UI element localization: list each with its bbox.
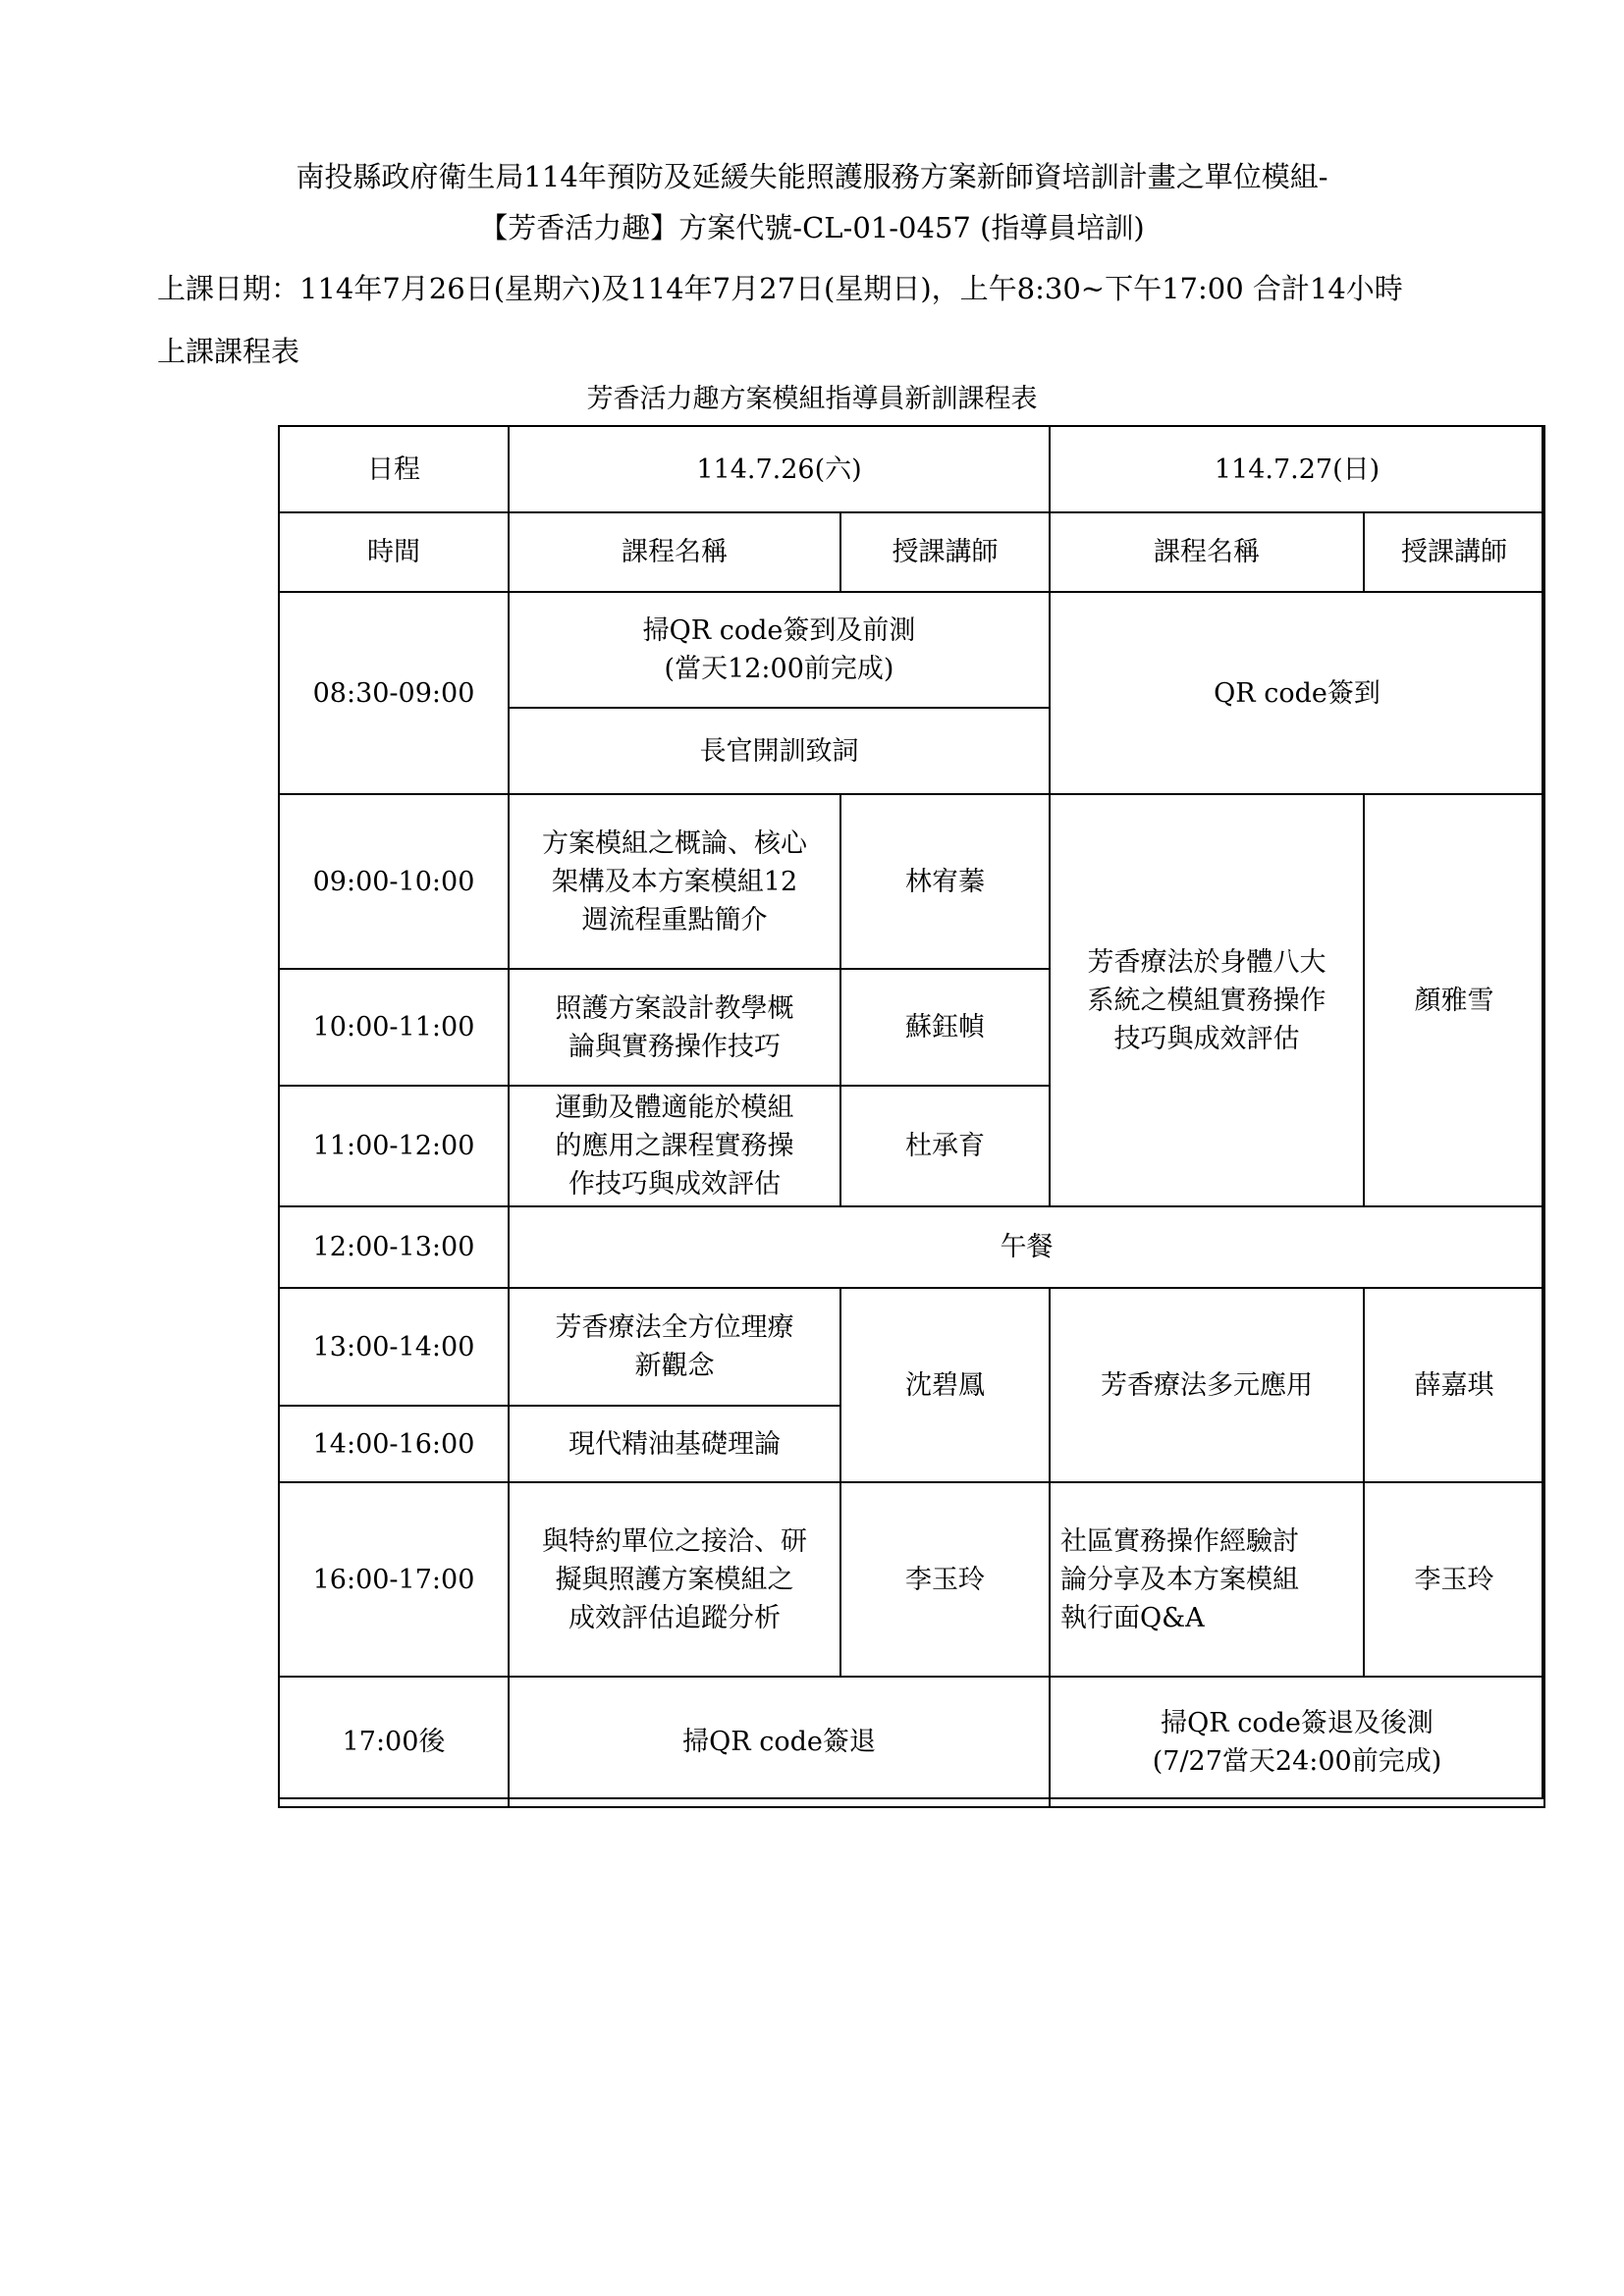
course-line: (7/27當天24:00前完成) <box>1152 1745 1442 1777</box>
course-line: 系統之模組實務操作 <box>1087 985 1326 1016</box>
time-1600: 16:00-17:00 <box>279 1482 509 1677</box>
schedule-table <box>278 425 1545 1808</box>
header-course-day2: 課程名稱 <box>1050 512 1364 592</box>
teacher-d1-afternoon: 沈碧鳳 <box>840 1288 1050 1482</box>
course-line: 芳香療法於身體八大 <box>1087 946 1326 978</box>
course-line: 照護方案設計教學概 <box>555 992 794 1024</box>
course-line: 芳香療法全方位理療 <box>555 1312 794 1343</box>
teacher-d1-1000: 蘇鈺幀 <box>840 969 1050 1086</box>
table-caption: 芳香活力趣方案模組指導員新訓課程表 <box>586 384 1038 414</box>
table-row <box>279 512 1544 592</box>
table-row <box>279 426 1544 512</box>
course-d1-1000 <box>509 969 840 1086</box>
table-row <box>279 1206 1544 1288</box>
teacher-d2-1600: 李玉玲 <box>1364 1482 1544 1677</box>
header-teacher-day2: 授課講師 <box>1364 512 1544 592</box>
course-line: 執行面Q&A <box>1060 1602 1205 1633</box>
time-1200: 12:00-13:00 <box>279 1206 509 1288</box>
course-line: 成效評估追蹤分析 <box>568 1602 781 1633</box>
course-line: 架構及本方案模組12 <box>551 866 798 897</box>
course-line: (當天12:00前完成) <box>664 654 894 684</box>
time-1000: 10:00-11:00 <box>279 969 509 1086</box>
time-0900: 09:00-10:00 <box>279 794 509 969</box>
course-d2-morning <box>1050 794 1364 1206</box>
course-d1-1400: 現代精油基礎理論 <box>509 1406 840 1482</box>
teacher-d1-1100: 杜承育 <box>840 1086 1050 1206</box>
course-line: 社區實務操作經驗討 <box>1060 1525 1299 1557</box>
course-line: 技巧與成效評估 <box>1113 1023 1300 1054</box>
table-row <box>279 1288 1544 1406</box>
course-line: 的應用之課程實務操 <box>555 1131 794 1161</box>
course-date-line: 上課日期：114年7月26日(星期六)及114年7月27日(星期日)，上午8:30~下午17:00 合計14小時 <box>157 272 1403 305</box>
course-d1-1600 <box>509 1482 840 1677</box>
course-d1-signin <box>509 592 1050 708</box>
time-0830: 08:30-09:00 <box>279 592 509 794</box>
course-line: 週流程重點簡介 <box>581 904 768 935</box>
header-teacher-day1: 授課講師 <box>840 512 1050 592</box>
course-d1-signout: 掃QR code簽退 <box>509 1677 1050 1807</box>
course-line: 與特約單位之接洽、研 <box>542 1525 807 1557</box>
course-line: 作技巧與成效評估 <box>568 1169 781 1200</box>
document-title-line1: 南投縣政府衛生局114年預防及延緩失能照護服務方案新師資培訓計畫之單位模組- <box>296 160 1328 193</box>
course-d2-signout <box>1050 1677 1544 1807</box>
table-row <box>279 1482 1544 1677</box>
course-line: 論與實務操作技巧 <box>568 1031 781 1062</box>
course-line: 掃QR code簽退及後測 <box>1161 1707 1434 1738</box>
schedule-label: 上課課程表 <box>157 335 300 368</box>
course-line: 方案模組之概論、核心 <box>542 828 807 859</box>
course-d2-signin: QR code簽到 <box>1050 592 1544 794</box>
course-line: 掃QR code簽到及前測 <box>642 615 916 646</box>
header-schedule: 日程 <box>279 426 509 512</box>
course-d1-0900 <box>509 794 840 969</box>
time-1300: 13:00-14:00 <box>279 1288 509 1406</box>
course-d2-afternoon: 芳香療法多元應用 <box>1050 1288 1364 1482</box>
header-course-day1: 課程名稱 <box>509 512 840 592</box>
document-title-line2: 【芳香活力趣】方案代號-CL-01-0457 (指導員培訓) <box>479 211 1145 244</box>
time-1700: 17:00後 <box>279 1677 509 1807</box>
lunch-cell: 午餐 <box>509 1206 1544 1288</box>
teacher-d2-afternoon: 薛嘉琪 <box>1364 1288 1544 1482</box>
course-line: 新觀念 <box>634 1351 715 1381</box>
course-d2-1600 <box>1050 1482 1364 1677</box>
time-1100: 11:00-12:00 <box>279 1086 509 1206</box>
course-d1-1300 <box>509 1288 840 1406</box>
teacher-d1-0900: 林宥蓁 <box>840 794 1050 969</box>
table-row <box>279 794 1544 969</box>
course-line: 擬與照護方案模組之 <box>555 1564 794 1595</box>
header-day2: 114.7.27(日) <box>1050 426 1544 512</box>
table-row <box>279 592 1544 708</box>
teacher-d1-1600: 李玉玲 <box>840 1482 1050 1677</box>
header-day1: 114.7.26(六) <box>509 426 1050 512</box>
course-line: 論分享及本方案模組 <box>1060 1564 1299 1595</box>
course-d1-opening: 長官開訓致詞 <box>509 708 1050 794</box>
course-d1-1100 <box>509 1086 840 1206</box>
header-time: 時間 <box>279 512 509 592</box>
table-row <box>279 1677 1544 1807</box>
teacher-d2-morning: 顏雅雪 <box>1364 794 1544 1206</box>
time-1400: 14:00-16:00 <box>279 1406 509 1482</box>
course-line: 運動及體適能於模組 <box>555 1093 794 1123</box>
